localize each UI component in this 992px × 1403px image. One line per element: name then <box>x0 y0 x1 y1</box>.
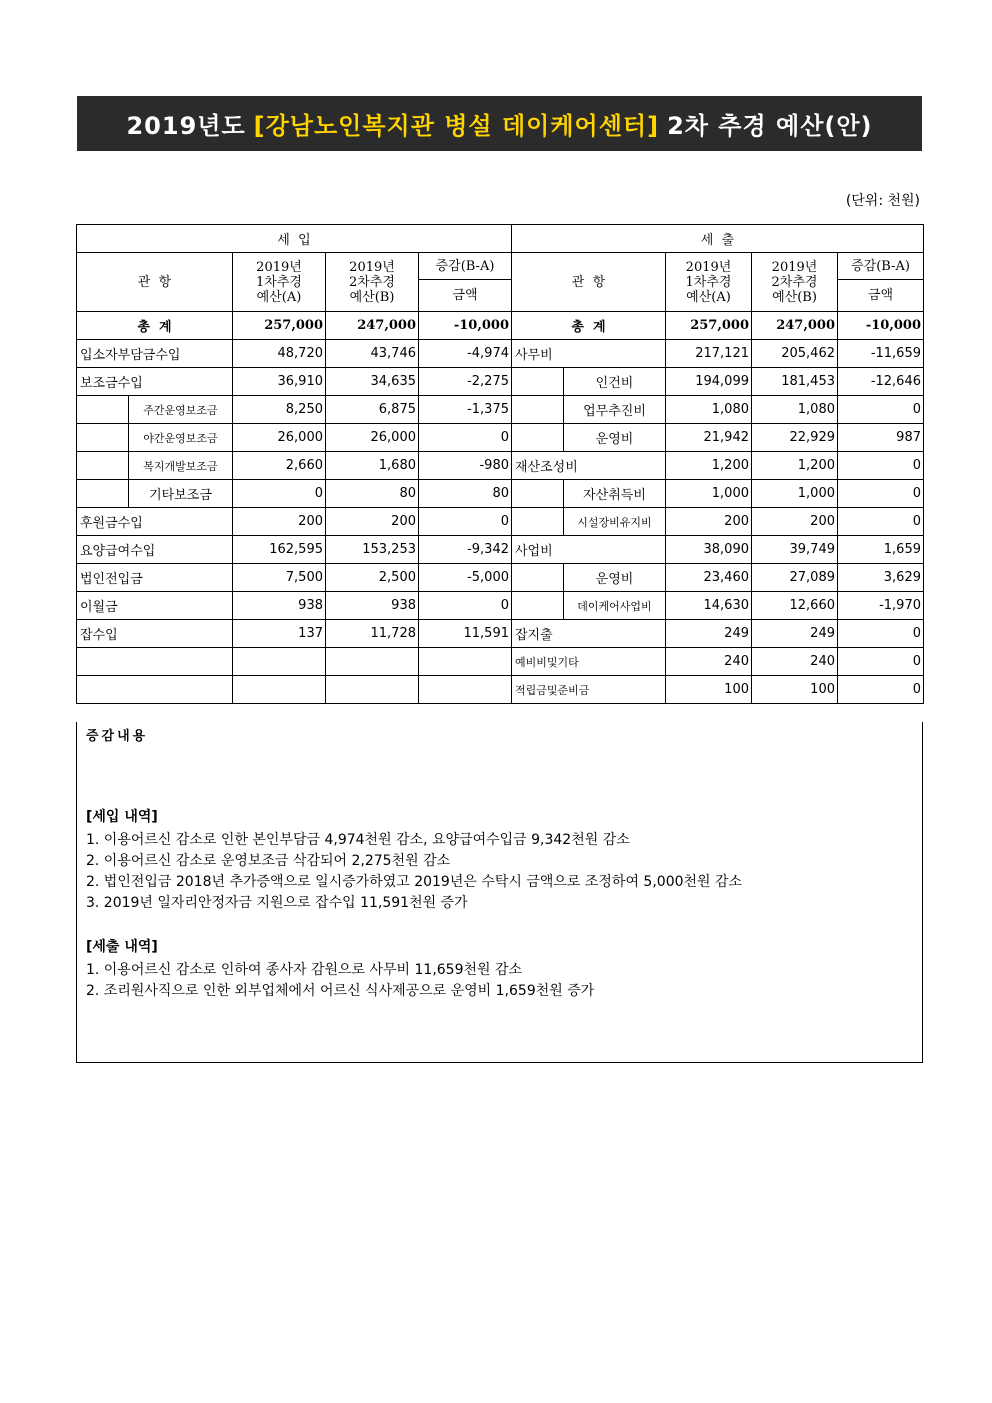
expense-diff-header: 증감(B-A) <box>838 253 924 280</box>
expense-item: 잡지출 <box>512 620 666 648</box>
income-note-line: 1. 이용어르신 감소로 인한 본인부담금 4,974천원 감소, 요양급여수입금 9,342천원 감소 <box>86 832 630 848</box>
table-row <box>77 564 924 592</box>
income-a: 0 <box>233 480 326 508</box>
table-row <box>77 452 924 480</box>
expense-b: 39,749 <box>752 536 838 564</box>
table-row <box>77 620 924 648</box>
income-item: 보조금수입 <box>77 368 233 396</box>
income-diff: 0 <box>419 508 512 536</box>
expense-diff: 0 <box>838 620 924 648</box>
income-diff: 80 <box>419 480 512 508</box>
table-row <box>77 648 924 676</box>
expense-a: 14,630 <box>666 592 752 620</box>
income-total-b: 247,000 <box>326 312 419 340</box>
expense-diff: 987 <box>838 424 924 452</box>
expense-kwan-hang-header: 관 항 <box>512 253 666 312</box>
expense-notes <box>86 936 594 1002</box>
expense-b: 240 <box>752 648 838 676</box>
table-row <box>77 396 924 424</box>
income-item: 이월금 <box>77 592 233 620</box>
document-title <box>77 96 922 151</box>
title-prefix: 2019년도 <box>126 112 246 140</box>
col-a-line: 2019년 <box>256 259 302 275</box>
indent-cell <box>77 452 129 480</box>
income-item: 입소자부담금수입 <box>77 340 233 368</box>
expense-note-line: 2. 조리원사직으로 인한 외부업체에서 어르신 식사제공으로 운영비 1,659천원 증가 <box>86 983 595 999</box>
income-item: 후원금수입 <box>77 508 233 536</box>
expense-item: 사업비 <box>512 536 666 564</box>
expense-b: 12,660 <box>752 592 838 620</box>
indent-cell <box>77 480 129 508</box>
indent-cell <box>77 396 129 424</box>
income-notes-title: [세입 내역] <box>86 809 158 825</box>
income-diff: 0 <box>419 592 512 620</box>
col-a-line: 2019년 <box>685 259 732 275</box>
expense-diff: 0 <box>838 676 924 704</box>
expense-item: 시설장비유지비 <box>564 508 666 536</box>
expense-item: 인건비 <box>564 368 666 396</box>
income-a: 48,720 <box>233 340 326 368</box>
income-a <box>233 648 326 676</box>
income-item: 주간운영보조금 <box>129 396 233 424</box>
expense-b: 200 <box>752 508 838 536</box>
income-diff <box>419 648 512 676</box>
expense-a: 194,099 <box>666 368 752 396</box>
income-b: 938 <box>326 592 419 620</box>
table-row <box>77 536 924 564</box>
notes-label: 증감내용 <box>86 729 149 744</box>
expense-b: 100 <box>752 676 838 704</box>
income-item: 잡수입 <box>77 620 233 648</box>
indent-cell <box>512 424 564 452</box>
income-b: 153,253 <box>326 536 419 564</box>
indent-cell <box>512 564 564 592</box>
income-item: 법인전입금 <box>77 564 233 592</box>
indent-cell <box>512 480 564 508</box>
col-a-line: 예산(A) <box>256 289 302 305</box>
expense-diff: 0 <box>838 508 924 536</box>
expense-col-b-header <box>752 253 838 312</box>
unit-label: (단위: 천원) <box>845 193 920 209</box>
expense-item: 자산취득비 <box>564 480 666 508</box>
expense-total-a: 257,000 <box>666 312 752 340</box>
expense-b: 1,080 <box>752 396 838 424</box>
expense-diff: 0 <box>838 648 924 676</box>
indent-cell <box>512 396 564 424</box>
change-notes-box <box>76 722 923 1063</box>
expense-total-diff: -10,000 <box>838 312 924 340</box>
income-a <box>233 676 326 704</box>
income-item: 기타보조금 <box>129 480 233 508</box>
expense-a: 249 <box>666 620 752 648</box>
expense-a: 38,090 <box>666 536 752 564</box>
income-item: 야간운영보조금 <box>129 424 233 452</box>
expense-item: 데이케어사업비 <box>564 592 666 620</box>
expense-b: 1,200 <box>752 452 838 480</box>
expense-b: 22,929 <box>752 424 838 452</box>
expense-header: 세 출 <box>512 225 924 253</box>
income-note-line: 2. 법인전입금 2018년 추가증액으로 일시증가하였고 2019년은 수탁시 금액으로 조정하여 5,000천원 감소 <box>86 874 743 890</box>
expense-item: 예비비및기타 <box>512 648 666 676</box>
total-row <box>77 312 924 340</box>
income-col-b-header <box>326 253 419 312</box>
expense-a: 200 <box>666 508 752 536</box>
income-item <box>77 648 233 676</box>
table-row <box>77 368 924 396</box>
income-b: 2,500 <box>326 564 419 592</box>
income-a: 26,000 <box>233 424 326 452</box>
income-b: 26,000 <box>326 424 419 452</box>
expense-diff: -12,646 <box>838 368 924 396</box>
col-a-line: 예산(A) <box>686 289 731 305</box>
budget-table <box>76 224 924 704</box>
expense-item: 운영비 <box>564 424 666 452</box>
col-b-line: 2차추경 <box>349 274 395 290</box>
expense-total-label: 총 계 <box>512 312 666 340</box>
income-item <box>77 676 233 704</box>
income-diff: 11,591 <box>419 620 512 648</box>
indent-cell <box>512 368 564 396</box>
table-row <box>77 508 924 536</box>
expense-diff: 1,659 <box>838 536 924 564</box>
income-diff: -2,275 <box>419 368 512 396</box>
indent-cell <box>77 424 129 452</box>
expense-b: 249 <box>752 620 838 648</box>
expense-diff: 0 <box>838 480 924 508</box>
table-row <box>77 424 924 452</box>
expense-b: 1,000 <box>752 480 838 508</box>
income-total-label: 총 계 <box>77 312 233 340</box>
expense-a: 240 <box>666 648 752 676</box>
income-a: 137 <box>233 620 326 648</box>
expense-diff: -1,970 <box>838 592 924 620</box>
income-total-diff: -10,000 <box>419 312 512 340</box>
expense-a: 100 <box>666 676 752 704</box>
income-note-line: 2. 이용어르신 감소로 운영보조금 삭감되어 2,275천원 감소 <box>86 853 451 869</box>
expense-a: 21,942 <box>666 424 752 452</box>
table-row <box>77 480 924 508</box>
col-b-line: 2019년 <box>349 259 395 275</box>
expense-item: 사무비 <box>512 340 666 368</box>
expense-col-a-header <box>666 253 752 312</box>
income-diff: -5,000 <box>419 564 512 592</box>
income-diff: -980 <box>419 452 512 480</box>
table-row <box>77 340 924 368</box>
income-a: 8,250 <box>233 396 326 424</box>
expense-item: 적립금및준비금 <box>512 676 666 704</box>
income-diff: -1,375 <box>419 396 512 424</box>
income-item: 복지개발보조금 <box>129 452 233 480</box>
table-row <box>77 592 924 620</box>
col-a-line: 1차추경 <box>256 274 302 290</box>
title-highlight: [강남노인복지관 병설 데이케어센터] <box>253 112 660 140</box>
income-header: 세 입 <box>77 225 512 253</box>
income-diff <box>419 676 512 704</box>
income-b <box>326 676 419 704</box>
col-b-line: 2차추경 <box>771 274 818 290</box>
col-a-line: 1차추경 <box>685 274 732 290</box>
expense-diff: -11,659 <box>838 340 924 368</box>
income-a: 36,910 <box>233 368 326 396</box>
table-row <box>77 676 924 704</box>
income-a: 938 <box>233 592 326 620</box>
expense-item: 재산조성비 <box>512 452 666 480</box>
income-b: 11,728 <box>326 620 419 648</box>
income-diff-header: 증감(B-A) <box>419 253 512 280</box>
income-diff: -9,342 <box>419 536 512 564</box>
income-kwan-hang-header: 관 항 <box>77 253 233 312</box>
income-item: 요양급여수입 <box>77 536 233 564</box>
expense-b: 205,462 <box>752 340 838 368</box>
income-diff: -4,974 <box>419 340 512 368</box>
indent-cell <box>512 592 564 620</box>
income-b: 43,746 <box>326 340 419 368</box>
income-b: 34,635 <box>326 368 419 396</box>
expense-b: 181,453 <box>752 368 838 396</box>
expense-amount-header: 금액 <box>838 280 924 312</box>
col-b-line: 예산(B) <box>349 289 395 305</box>
income-notes <box>86 806 742 914</box>
expense-note-line: 1. 이용어르신 감소로 인하여 종사자 감원으로 사무비 11,659천원 감소 <box>86 962 523 978</box>
income-a: 2,660 <box>233 452 326 480</box>
expense-a: 1,080 <box>666 396 752 424</box>
expense-a: 1,000 <box>666 480 752 508</box>
expense-a: 1,200 <box>666 452 752 480</box>
expense-a: 217,121 <box>666 340 752 368</box>
income-amount-header: 금액 <box>419 280 512 312</box>
income-b: 80 <box>326 480 419 508</box>
expense-item: 업무추진비 <box>564 396 666 424</box>
income-b: 1,680 <box>326 452 419 480</box>
income-note-line: 3. 2019년 일자리안정자금 지원으로 잡수입 11,591천원 증가 <box>86 895 468 911</box>
expense-diff: 0 <box>838 452 924 480</box>
income-total-a: 257,000 <box>233 312 326 340</box>
income-b: 200 <box>326 508 419 536</box>
expense-total-b: 247,000 <box>752 312 838 340</box>
expense-a: 23,460 <box>666 564 752 592</box>
expense-b: 27,089 <box>752 564 838 592</box>
income-a: 200 <box>233 508 326 536</box>
expense-diff: 0 <box>838 396 924 424</box>
income-a: 7,500 <box>233 564 326 592</box>
indent-cell <box>512 508 564 536</box>
expense-item: 운영비 <box>564 564 666 592</box>
income-diff: 0 <box>419 424 512 452</box>
col-b-line: 예산(B) <box>772 289 817 305</box>
income-col-a-header <box>233 253 326 312</box>
expense-diff: 3,629 <box>838 564 924 592</box>
expense-notes-title: [세출 내역] <box>86 939 158 955</box>
col-b-line: 2019년 <box>771 259 818 275</box>
income-a: 162,595 <box>233 536 326 564</box>
title-suffix: 2차 추경 예산(안) <box>667 112 873 140</box>
income-b: 6,875 <box>326 396 419 424</box>
income-b <box>326 648 419 676</box>
